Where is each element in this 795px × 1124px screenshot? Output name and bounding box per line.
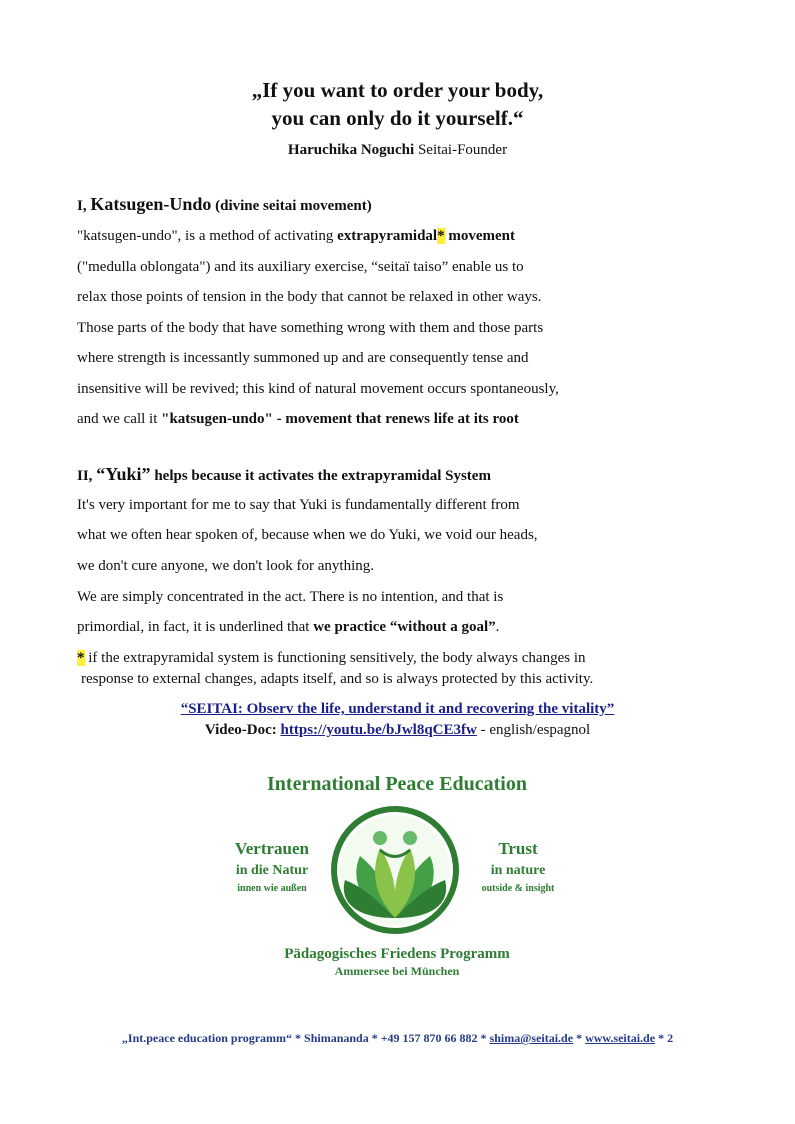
s1-line-3: relax those points of tension in the body that cannot be relaxed in other ways. [77, 289, 542, 305]
s2-line-1: It's very important for me to say that Yuki is fundamentally different from [77, 497, 520, 513]
section-2-subtitle: helps because it activates the extrapyramidal System [154, 468, 491, 484]
section-1-title: Katsugen-Undo [90, 194, 212, 214]
s2-note-2: response to external changes, adapts itself, and so is always protected by this activity. [81, 671, 594, 687]
logo-right-1: Trust [498, 839, 538, 858]
logo-left-3: innen wie außen [237, 883, 307, 894]
s1-line-6: insensitive will be revived; this kind of natural movement occurs spontaneously, [77, 381, 559, 397]
s1-l1-bold: extrapyramidal [337, 228, 438, 244]
s2-note-1-text: if the extrapyramidal system is functioning sensitively, the body always changes in [84, 650, 586, 666]
s1-line-1 [77, 228, 515, 245]
video-langs: - english/espagnol [480, 722, 591, 738]
video-title-line [0, 701, 795, 718]
author-role: Seitai-Founder [417, 142, 508, 158]
s1-l1-star: * [437, 228, 445, 244]
logo-right-2: in nature [490, 863, 546, 878]
s2-line-5 [77, 619, 499, 636]
s1-l7-bold: "katsugen-undo" - movement that renews life at its root [161, 411, 519, 427]
s2-l5-bold: we practice “without a goal” [313, 619, 496, 635]
s2-note-star: * [77, 650, 85, 666]
logo-left-1: Vertrauen [235, 839, 309, 858]
s2-line-2: what we often hear spoken of, because when we do Yuki, we void our heads, [77, 527, 538, 543]
logo-top-text: International Peace Education [267, 773, 527, 795]
s1-l1-bold2: movement [444, 228, 515, 244]
logo-bottom-2: Ammersee bei München [334, 964, 460, 978]
s2-l5-dot: . [495, 619, 500, 635]
section-1-prefix: I, [77, 198, 87, 214]
video-doc-line [0, 722, 795, 739]
section-1-heading [77, 194, 372, 215]
s1-line-4: Those parts of the body that have something wrong with them and those parts [77, 320, 544, 336]
footer-sep: * [573, 1031, 586, 1045]
quote-line-1: „If you want to order your body, [251, 78, 544, 102]
footer-web-link[interactable]: www.seitai.de [585, 1031, 656, 1045]
author-name: Haruchika Noguchi [287, 142, 415, 158]
footer-text: „Int.peace education programm“ * Shimananda * +49 157 870 66 882 * [121, 1031, 490, 1045]
peace-education-logo [200, 768, 595, 983]
leaf-circle-icon [334, 809, 456, 931]
s1-l1-text: "katsugen-undo", is a method of activating [77, 228, 338, 244]
video-url-link[interactable]: https://youtu.be/bJwl8qCE3fw [280, 722, 477, 738]
s2-note-1 [77, 650, 586, 667]
section-2-title: “Yuki” [96, 464, 151, 484]
section-2-prefix: II, [77, 468, 93, 484]
video-title-link[interactable]: “SEITAI: Observ the life, understand it and recovering the vitality” [180, 701, 615, 717]
logo-left-2: in die Natur [235, 863, 309, 878]
s1-line-5: where strength is incessantly summoned up and are consequently tense and [77, 350, 529, 366]
footer-page: * 2 [655, 1031, 674, 1045]
s2-line-3: we don't cure anyone, we don't look for anything. [77, 558, 374, 574]
s1-line-2: ("medulla oblongata") and its auxiliary exercise, “seitaï taiso” enable us to [77, 259, 524, 275]
s2-line-4: We are simply concentrated in the act. There is no intention, and that is [77, 589, 504, 605]
section-1-subtitle: (divine seitai movement) [215, 198, 372, 214]
footer [0, 1031, 795, 1046]
video-label: Video-Doc: [204, 722, 277, 738]
s2-l5-text: primordial, in fact, it is underlined that [77, 619, 314, 635]
quote-author [0, 142, 795, 159]
logo-right-3: outside & insight [481, 883, 555, 894]
s1-l7-text: and we call it [77, 411, 162, 427]
section-2-heading [77, 464, 491, 485]
quote-line-2: you can only do it yourself.“ [271, 106, 524, 130]
logo-bottom-1: Pädagogisches Friedens Programm [284, 946, 510, 962]
s1-line-7 [77, 411, 519, 428]
footer-email-link[interactable]: shima@seitai.de [489, 1031, 574, 1045]
